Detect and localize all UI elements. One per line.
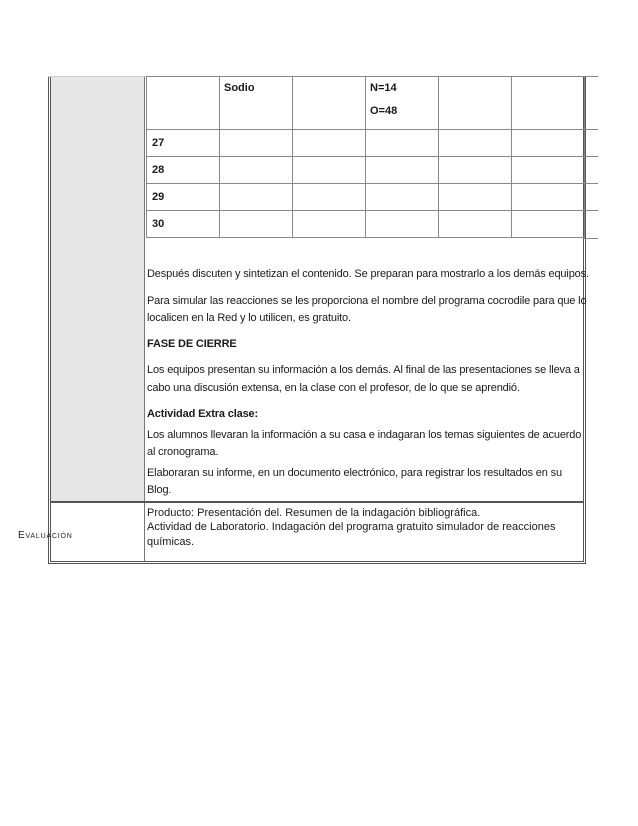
extra-activity-heading: Actividad Extra clase: bbox=[147, 408, 259, 420]
oxygen-value: O=48 bbox=[370, 105, 398, 117]
table-cell bbox=[366, 211, 439, 238]
table-cell bbox=[220, 184, 293, 211]
table-cell bbox=[439, 184, 512, 211]
evaluation-label: Evaluación bbox=[18, 530, 73, 541]
table-cell bbox=[147, 130, 220, 157]
closing-paragraph-line2: cabo una discusión extensa, en la clase con el profesor, de lo que se aprendió. bbox=[147, 382, 520, 394]
table-row bbox=[147, 184, 585, 211]
table-cell bbox=[512, 130, 585, 157]
table-cell bbox=[293, 130, 366, 157]
section-label-column bbox=[51, 77, 145, 501]
table-cell bbox=[439, 130, 512, 157]
row-number: 29 bbox=[152, 191, 165, 203]
table-cell bbox=[147, 184, 220, 211]
element-name: Sodio bbox=[224, 82, 255, 94]
closing-paragraph-line1: Los equipos presentan su información a los demás. Al final de las presentaciones se lleva a bbox=[147, 364, 580, 376]
table-cell bbox=[220, 211, 293, 238]
table-cell bbox=[293, 77, 366, 130]
table-edge-tick bbox=[584, 76, 598, 77]
table-cell bbox=[512, 77, 585, 130]
table-cell bbox=[220, 130, 293, 157]
table-edge-tick bbox=[584, 156, 598, 157]
table-cell bbox=[366, 184, 439, 211]
report-paragraph-line2: Blog. bbox=[147, 484, 172, 496]
discussion-paragraph: Después discuten y sintetizan el contenido. Se preparan para mostrarlo a los demás equipos. bbox=[147, 268, 589, 280]
table-cell bbox=[293, 184, 366, 211]
row-number: 27 bbox=[152, 137, 165, 149]
table-edge-tick bbox=[584, 129, 598, 130]
row-number: 30 bbox=[152, 218, 165, 230]
evaluation-lab-text-continued: químicas. bbox=[147, 536, 195, 548]
nitrogen-value: N=14 bbox=[370, 82, 397, 94]
row-number: 28 bbox=[152, 164, 165, 176]
table-cell bbox=[512, 157, 585, 184]
table-cell bbox=[439, 211, 512, 238]
table-cell bbox=[147, 157, 220, 184]
table-cell bbox=[220, 77, 293, 130]
table-cell bbox=[439, 77, 512, 130]
table-row bbox=[147, 157, 585, 184]
simulation-paragraph-line2: localicen en la Red y lo utilicen, es gratuito. bbox=[147, 312, 351, 324]
table-cell bbox=[293, 211, 366, 238]
extra-activity-line2: al cronograma. bbox=[147, 446, 219, 458]
table-row bbox=[147, 130, 585, 157]
table-edge-tick bbox=[584, 210, 598, 211]
table-cell bbox=[366, 130, 439, 157]
table-cell bbox=[512, 211, 585, 238]
table-edge-tick bbox=[584, 238, 598, 239]
table-cell bbox=[366, 77, 439, 130]
closing-phase-heading: FASE DE CIERRE bbox=[147, 338, 237, 350]
element-data-table bbox=[146, 76, 585, 238]
report-paragraph-line1: Elaboraran su informe, en un documento electrónico, para registrar los resultados en su bbox=[147, 467, 562, 479]
table-row bbox=[147, 211, 585, 238]
extra-activity-line1: Los alumnos llevaran la información a su casa e indagaran los temas siguientes de acuerdo bbox=[147, 429, 582, 441]
evaluation-lab-text: Actividad de Laboratorio. Indagación del programa gratuito simulador de reacciones bbox=[147, 521, 556, 533]
table-edge-tick bbox=[584, 183, 598, 184]
table-cell bbox=[439, 157, 512, 184]
table-cell bbox=[366, 157, 439, 184]
table-cell bbox=[220, 157, 293, 184]
table-cell bbox=[293, 157, 366, 184]
simulation-paragraph-line1: Para simular las reacciones se les proporciona el nombre del programa cocrodile para que lo bbox=[147, 295, 587, 307]
table-cell bbox=[147, 77, 220, 130]
table-header-row bbox=[147, 77, 585, 130]
evaluation-product-text: Producto: Presentación del. Resumen de la indagación bibliográfica. bbox=[147, 507, 481, 519]
table-cell bbox=[512, 184, 585, 211]
table-cell bbox=[147, 211, 220, 238]
evaluation-divider bbox=[143, 501, 583, 503]
